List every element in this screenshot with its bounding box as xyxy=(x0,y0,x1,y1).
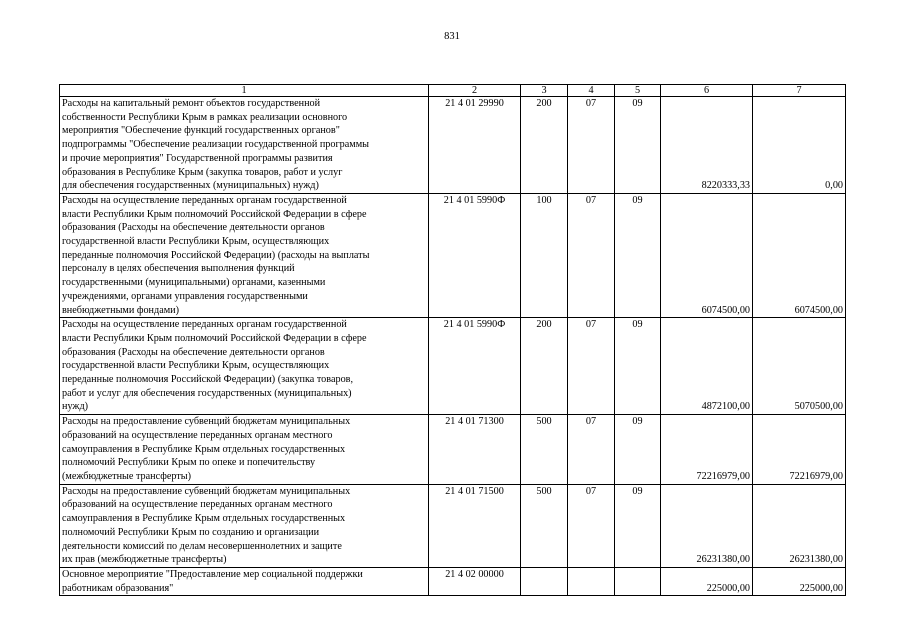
row-name-line: государственной власти Республики Крым, осуществляющих xyxy=(62,360,330,372)
column-header: 3 xyxy=(521,85,568,97)
amount-year-2: 6074500,00 xyxy=(753,193,846,317)
subsection xyxy=(615,567,661,595)
row-name-line: собственности Республики Крым в рамках реализации основного xyxy=(62,111,348,123)
row-name-line: персоналу в целях обеспечения выполнения функций xyxy=(62,263,295,275)
amount-year-1: 26231380,00 xyxy=(661,484,753,567)
subsection: 09 xyxy=(615,193,661,317)
row-name-line: переданные полномочия Российской Федерации) (закупка товаров, xyxy=(62,374,354,386)
row-name-line: самоуправления в Республике Крым отдельных государственных xyxy=(62,513,346,525)
table-row xyxy=(60,567,846,595)
expense-type: 200 xyxy=(521,318,568,415)
target-code: 21 4 01 5990Ф xyxy=(429,318,521,415)
row-name-line: образования (Расходы на обеспечение деятельности органов xyxy=(62,346,325,358)
expense-type: 500 xyxy=(521,415,568,485)
row-name xyxy=(60,567,429,595)
column-header: 5 xyxy=(615,85,661,97)
row-name-line: власти Республики Крым полномочий Российской Федерации в сфере xyxy=(62,208,367,220)
table-row xyxy=(60,97,846,194)
subsection: 09 xyxy=(615,484,661,567)
row-name-line: Расходы на осуществление переданных органам государственной xyxy=(62,194,347,206)
section xyxy=(568,567,615,595)
row-name-line: работникам образования" xyxy=(62,582,174,594)
row-name-line: образований на осуществление переданных органам местного xyxy=(62,429,333,441)
table-row xyxy=(60,484,846,567)
row-name-line: образований на осуществление переданных органам местного xyxy=(62,499,333,511)
section: 07 xyxy=(568,415,615,485)
row-name-line: власти Республики Крым полномочий Российской Федерации в сфере xyxy=(62,332,367,344)
row-name-line: Расходы на капитальный ремонт объектов государственной xyxy=(62,98,321,109)
row-name-line: образования (Расходы на обеспечение деятельности органов xyxy=(62,222,325,234)
row-name-line: Расходы на осуществление переданных органам государственной xyxy=(62,319,347,331)
amount-year-2: 26231380,00 xyxy=(753,484,846,567)
section: 07 xyxy=(568,193,615,317)
expense-type xyxy=(521,567,568,595)
amount-year-2: 225000,00 xyxy=(753,567,846,595)
column-header: 1 xyxy=(60,85,429,97)
amount-year-1: 6074500,00 xyxy=(661,193,753,317)
row-name-line: полномочий Республики Крым по опеке и попечительству xyxy=(62,457,316,469)
table-row xyxy=(60,415,846,485)
page-number: 831 xyxy=(444,31,460,42)
row-name-line: нужд) xyxy=(62,401,89,413)
target-code: 21 4 01 71500 xyxy=(429,484,521,567)
amount-year-1: 72216979,00 xyxy=(661,415,753,485)
row-name-line: учреждениями, органами управления государственными xyxy=(62,290,308,302)
row-name-line: полномочий Республики Крым по созданию и организации xyxy=(62,526,320,538)
expense-type: 500 xyxy=(521,484,568,567)
row-name-line: работ и услуг для обеспечения государственных (муниципальных) xyxy=(62,387,352,399)
table-row xyxy=(60,318,846,415)
section: 07 xyxy=(568,97,615,194)
row-name xyxy=(60,415,429,485)
budget-table xyxy=(59,84,846,596)
column-header: 6 xyxy=(661,85,753,97)
amount-year-2: 5070500,00 xyxy=(753,318,846,415)
column-header: 2 xyxy=(429,85,521,97)
amount-year-1: 8220333,33 xyxy=(661,97,753,194)
row-name-line: деятельности комиссий по делам несовершеннолетних и защите xyxy=(62,540,342,552)
row-name-line: их прав (межбюджетные трансферты) xyxy=(62,554,227,566)
expense-type: 100 xyxy=(521,193,568,317)
amount-year-1: 4872100,00 xyxy=(661,318,753,415)
amount-year-1: 225000,00 xyxy=(661,567,753,595)
row-name-line: (межбюджетные трансферты) xyxy=(62,470,192,482)
target-code: 21 4 01 71300 xyxy=(429,415,521,485)
subsection: 09 xyxy=(615,415,661,485)
row-name-line: Расходы на предоставление субвенций бюджетам муниципальных xyxy=(62,485,351,497)
row-name-line: Основное мероприятие "Предоставление мер социальной поддержки xyxy=(62,568,363,580)
row-name-line: и прочие мероприятия" Государственной программы развития xyxy=(62,152,333,164)
subsection: 09 xyxy=(615,97,661,194)
header-row xyxy=(60,85,846,97)
subsection: 09 xyxy=(615,318,661,415)
row-name-line: внебюджетными фондами) xyxy=(62,304,180,316)
target-code: 21 4 02 00000 xyxy=(429,567,521,595)
table-row xyxy=(60,193,846,317)
row-name-line: самоуправления в Республике Крым отдельных государственных xyxy=(62,443,346,455)
row-name xyxy=(60,97,429,194)
row-name-line: образования в Республике Крым (закупка товаров, работ и услуг xyxy=(62,166,343,178)
row-name xyxy=(60,193,429,317)
row-name-line: государственной власти Республики Крым, осуществляющих xyxy=(62,236,330,248)
column-header: 4 xyxy=(568,85,615,97)
row-name-line: переданные полномочия Российской Федерации) (расходы на выплаты xyxy=(62,249,370,261)
section: 07 xyxy=(568,484,615,567)
amount-year-2: 0,00 xyxy=(753,97,846,194)
row-name-line: государственными (муниципальными) органами, казенными xyxy=(62,277,326,289)
target-code: 21 4 01 5990Ф xyxy=(429,193,521,317)
row-name xyxy=(60,318,429,415)
expense-type: 200 xyxy=(521,97,568,194)
row-name-line: мероприятия "Обеспечение функций государственных органов" xyxy=(62,125,340,137)
row-name-line: для обеспечения государственных (муниципальных) нужд) xyxy=(62,180,319,192)
row-name-line: Расходы на предоставление субвенций бюджетам муниципальных xyxy=(62,416,351,428)
target-code: 21 4 01 29990 xyxy=(429,97,521,194)
row-name-line: подпрограммы "Обеспечение реализации государственной программы xyxy=(62,139,370,151)
row-name xyxy=(60,484,429,567)
column-header: 7 xyxy=(753,85,846,97)
amount-year-2: 72216979,00 xyxy=(753,415,846,485)
section: 07 xyxy=(568,318,615,415)
